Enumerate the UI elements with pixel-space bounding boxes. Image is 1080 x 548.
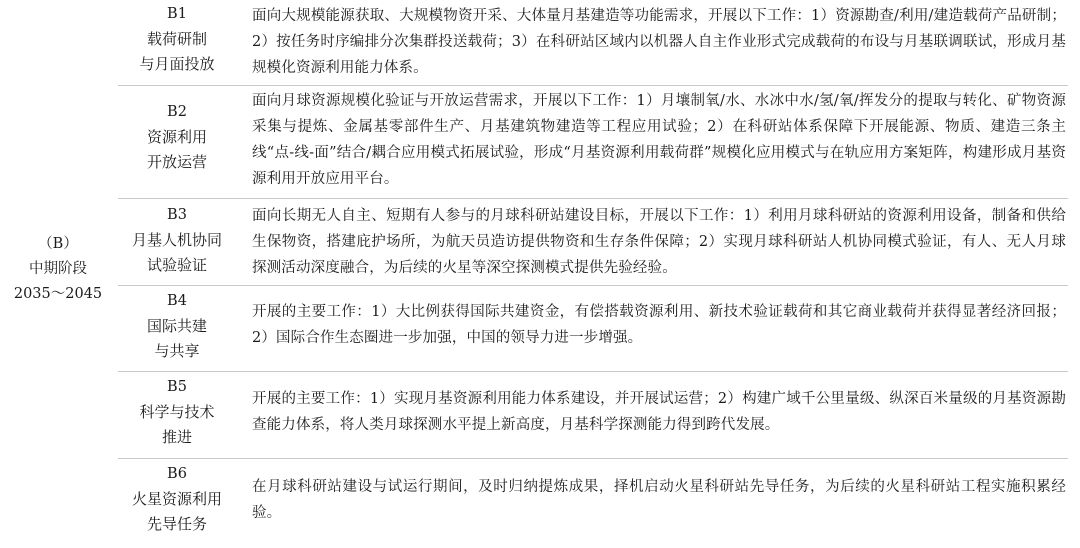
row-divider xyxy=(118,458,1068,459)
row-divider xyxy=(118,198,1068,199)
task-code: B5 xyxy=(167,379,187,395)
task-description: 在月球科研站建设与试运行期间，及时归纳提炼成果，择机启动火星科研站先导任务，为后续的火星科研站工程实施积累经验。 xyxy=(252,479,1066,521)
task-cell xyxy=(118,462,236,537)
task-description: 面向大规模能源获取、大规模物资开采、大体量月基建造等功能需求，开展以下工作：1）资源勘查/利用/建造载荷产品研制；2）按任务时序编排分次集群投送载荷；3）在科研站区域内以机器人自主作业形式完成载荷的布设与月基联调联试，形成月基规模化资源利用能力体系。 xyxy=(252,8,1066,76)
task-title-line: 试验验证 xyxy=(146,256,207,274)
task-cell xyxy=(118,289,236,364)
task-title-line: 载荷研制 xyxy=(146,30,207,48)
stage-years: 2035～2045 xyxy=(13,286,103,302)
task-title-line: 资源利用 xyxy=(146,128,207,146)
row-divider xyxy=(118,285,1068,286)
task-title-line: 月基人机协同 xyxy=(131,231,222,249)
task-description: 开展的主要工作：1）实现月基资源利用能力体系建设，并开展试运营；2）构建广域千公里量级、纵深百米量级的月基资源勘查能力体系，将人类月球探测水平提上新高度，月基科学探测能力得到跨代发展。 xyxy=(252,391,1066,433)
task-code: B2 xyxy=(167,104,187,120)
task-title-line: 国际共建 xyxy=(146,317,207,335)
stage-name: 中期阶段 xyxy=(29,261,87,277)
row-divider xyxy=(118,85,1068,86)
task-title-line: 推进 xyxy=(161,428,192,446)
task-code: B3 xyxy=(167,207,187,223)
task-title-line: 科学与技术 xyxy=(139,403,215,421)
task-title-line: 开放运营 xyxy=(146,153,207,171)
task-code: B4 xyxy=(167,293,187,309)
task-title-line: 火星资源利用 xyxy=(131,490,222,508)
stage-code: （B） xyxy=(38,236,78,252)
stage-label xyxy=(6,232,110,307)
task-description: 开展的主要工作：1）大比例获得国际共建资金，有偿搭载资源利用、新技术验证载荷和其它商业载荷并获得显著经济回报；2）国际合作生态圈进一步加强，中国的领导力进一步增强。 xyxy=(252,304,1066,346)
task-description: 面向长期无人自主、短期有人参与的月球科研站建设目标，开展以下工作：1）利用月球科研站的资源利用设备，制备和供给生保物资，搭建庇护场所，为航天员造访提供物资和生存条件保障；2）实现月球科研站人机协同模式验证，有人、无人月球探测活动深度融合，为后续的火星等深空探测模式提供先验经验。 xyxy=(252,208,1066,276)
task-code: B1 xyxy=(167,6,187,22)
task-title-line: 与月面投放 xyxy=(139,55,215,73)
row-divider xyxy=(118,371,1068,372)
task-code: B6 xyxy=(167,466,187,482)
task-cell xyxy=(118,203,236,278)
task-title-line: 与共享 xyxy=(154,342,200,360)
task-cell xyxy=(118,2,236,77)
task-description: 面向月球资源规模化验证与开放运营需求，开展以下工作：1）月壤制氧/水、水冰中水/氢/氧/挥发分的提取与转化、矿物资源采集与提炼、金属基零部件生产、月基建筑物建造等工程应用试验；2）在科研站体系保障下开展能源、物质、建造三条主线“点-线-面”结合/耦合应用模式拓展试验，形成“月基资源利用载荷群”规模化应用模式与在轨应用方案矩阵，构建形成月基资源利用开放应用平台。 xyxy=(252,93,1066,187)
task-title-line: 先导任务 xyxy=(146,515,207,533)
task-cell xyxy=(118,100,236,175)
task-cell xyxy=(118,375,236,450)
